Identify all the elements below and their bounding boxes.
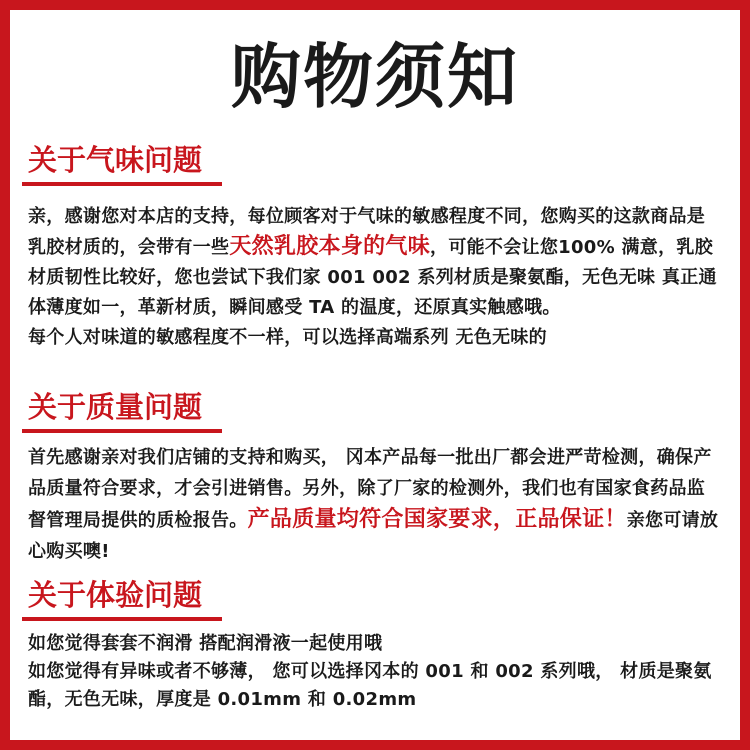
body-paragraph — [28, 202, 722, 323]
body-paragraph — [28, 442, 722, 567]
page-title: 购物须知 — [231, 36, 519, 118]
section-divider — [22, 617, 222, 621]
highlight-text: 天然乳胶本身的气味 — [229, 234, 431, 259]
body-paragraph — [28, 323, 722, 353]
section-body-experience — [28, 630, 722, 714]
body-text: 每个人对味道的敏感程度不一样，可以选择高端系列 无色无味的 — [28, 327, 547, 348]
body-text: 亲您可请放心购买噢! — [28, 510, 719, 562]
section-header-experience — [22, 575, 232, 615]
section-title: 关于体验问题 — [28, 578, 203, 612]
section-title: 关于气味问题 — [28, 143, 203, 177]
section-header-smell — [22, 140, 232, 180]
section-body-quality — [28, 442, 722, 567]
body-paragraph — [28, 630, 722, 658]
section-divider — [22, 182, 222, 186]
body-paragraph — [28, 658, 722, 714]
body-text: 如您觉得套套不润滑 搭配润滑液一起使用哦 — [28, 633, 383, 654]
body-text: 首先感谢亲对我们店铺的支持和购买， 冈本产品每一批出厂都会进严苛检测，确保产品质量符合要求，才会引进销售。另外，除了厂家的检测外，我们也有国家食药品监督管理局提供的质检报告。 — [28, 447, 712, 531]
section-header-quality — [22, 387, 232, 427]
section-title: 关于质量问题 — [28, 390, 203, 424]
section-divider — [22, 429, 222, 433]
section-body-smell — [28, 202, 722, 353]
body-text: ，可能不会让您100% 满意，乳胶材质韧性比较好，您也尝试下我们家 001 002 系列材质是聚氨酯，无色无味 真正通体薄度如一，革新材质，瞬间感受 TA 的温度，还原真实触感哦。 — [28, 237, 717, 318]
body-text: 亲，感谢您对本店的支持，每位顾客对于气味的敏感程度不同，您购买的这款商品是乳胶材质的，会带有一些 — [28, 206, 706, 258]
body-text: 如您觉得有异味或者不够薄， 您可以选择冈本的 001 和 002 系列哦， 材质是聚氨酯，无色无味，厚度是 0.01mm 和 0.02mm — [28, 661, 712, 710]
highlight-text: 产品质量均符合国家要求，正品保证！ — [247, 507, 627, 532]
